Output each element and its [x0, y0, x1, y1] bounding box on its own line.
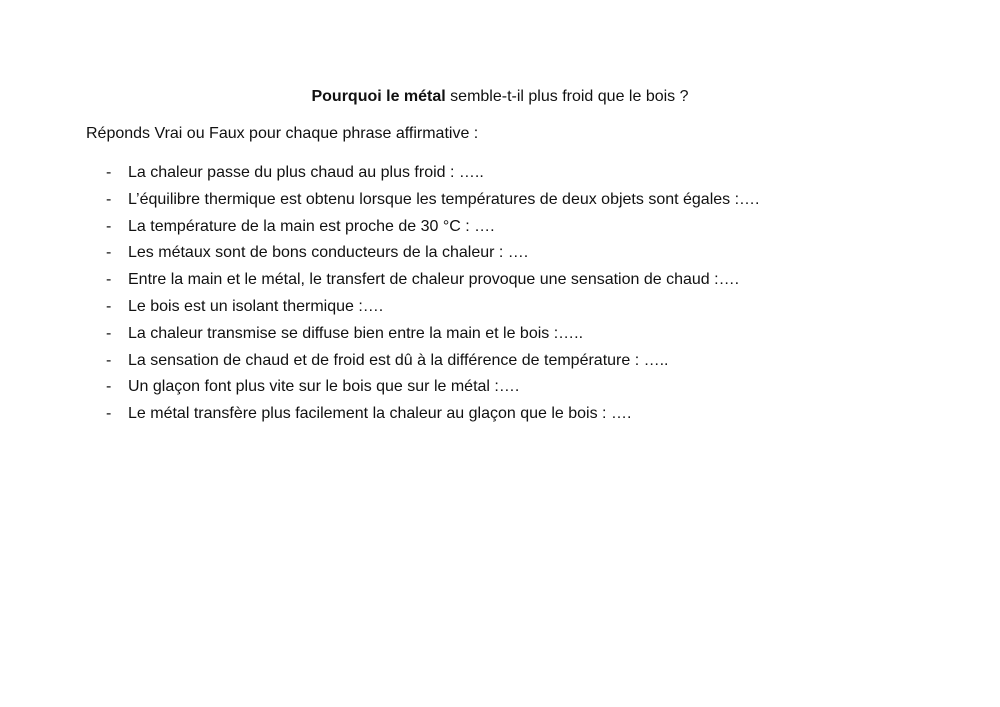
bullet-dash: -	[106, 271, 112, 289]
bullet-dash: -	[106, 378, 112, 396]
bullet-dash: -	[106, 324, 112, 342]
statement-text: Les métaux sont de bons conducteurs de la chaleur : ….	[128, 244, 529, 262]
title-rest: semble-t-il plus froid que le bois ?	[450, 88, 689, 105]
page-title	[0, 86, 1000, 108]
statement-text: L’équilibre thermique est obtenu lorsque les températures de deux objets sont égales :….	[128, 190, 760, 208]
bullet-dash: -	[106, 351, 112, 369]
statement-text: La sensation de chaud et de froid est dû à la différence de température : …..	[128, 351, 669, 369]
bullet-dash: -	[106, 405, 112, 423]
bullet-dash: -	[106, 297, 112, 315]
bullet-dash: -	[106, 244, 112, 262]
bullet-dash: -	[106, 190, 112, 208]
bullet-dash: -	[106, 217, 112, 235]
statement-text: Un glaçon font plus vite sur le bois que sur le métal :….	[128, 378, 520, 396]
title-bold-part: Pourquoi le métal	[311, 88, 446, 105]
statement-text: La chaleur passe du plus chaud au plus froid : …..	[128, 164, 484, 181]
statement-text: La chaleur transmise se diffuse bien entre la main et le bois :…..	[128, 324, 584, 342]
statement-text: Entre la main et le métal, le transfert de chaleur provoque une sensation de chaud :….	[128, 271, 740, 289]
bullet-dash: -	[106, 164, 112, 181]
statement-text: La température de la main est proche de 30 °C : ….	[128, 217, 495, 235]
statement-text: Le bois est un isolant thermique :….	[128, 297, 384, 315]
instruction-text: Réponds Vrai ou Faux pour chaque phrase affirmative :	[86, 125, 479, 142]
statement-text: Le métal transfère plus facilement la chaleur au glaçon que le bois : ….	[128, 405, 632, 423]
